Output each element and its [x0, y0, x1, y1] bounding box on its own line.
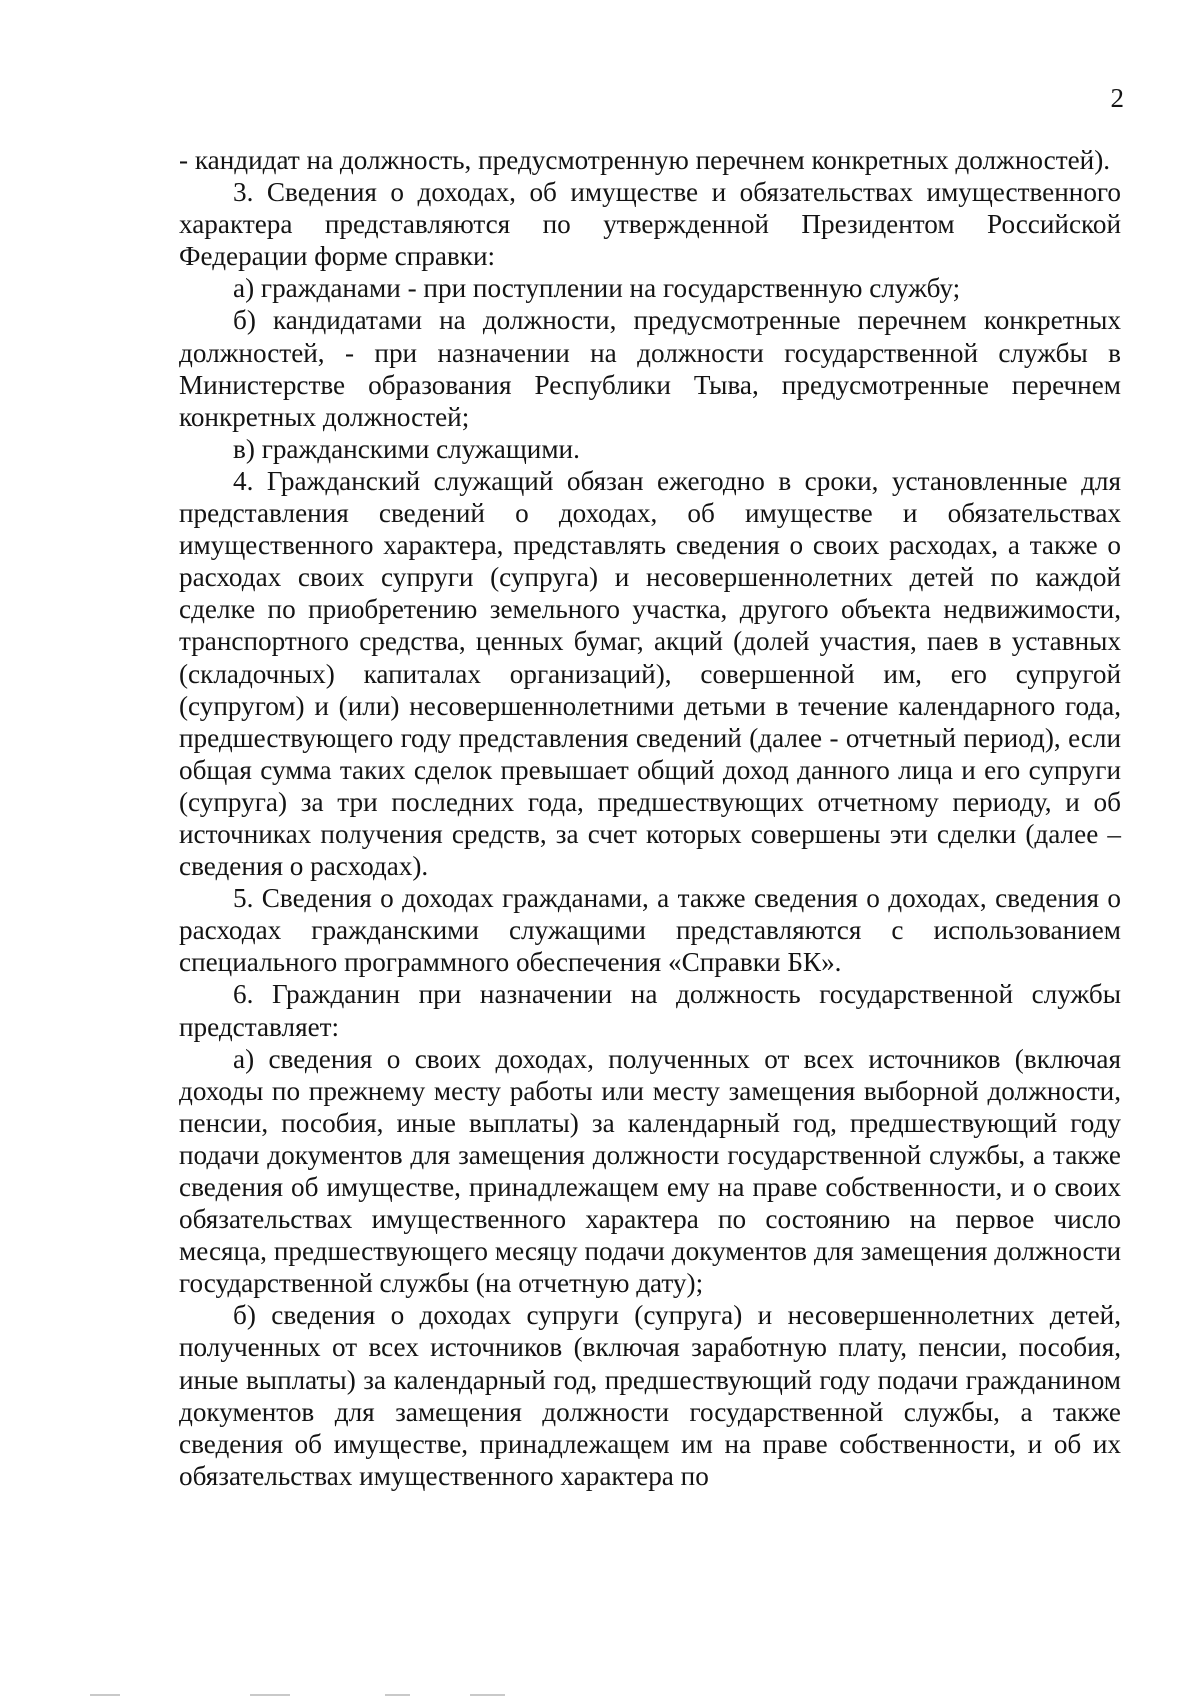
paragraph-candidate-item: - кандидат на должность, предусмотренную перечнем конкретных должностей). [179, 145, 1111, 175]
scan-edge-marks [0, 1690, 1200, 1700]
paragraph-6-a: а) сведения о своих доходах, полученных от всех источников (включая доходы по прежнему месту работы или месту замещения выборной должности, пенсии, пособия, иные выплаты) за календарный год, предшествующий году подачи документов для замещения должности государственной службы, а также сведения об имуществе, принадлежащем ему на праве собственности, и о своих обязательствах имущественного характера по состоянию на первое число месяца, предшествующего месяцу подачи документов для замещения должности государственной службы (на отчетную дату); [179, 1043, 1121, 1299]
paragraph-4: 4. Гражданский служащий обязан ежегодно в сроки, установленные для представления сведений о доходах, об имуществе и обязательствах имущественного характера, представлять сведения о своих расходах, а также о расходах своих супруги (супруга) и несовершеннолетних детей по каждой сделке по приобретению земельного участка, другого объекта недвижимости, транспортного средства, ценных бумаг, акций (долей участия, паев в уставных (складочных) капиталах организаций), совершенной им, его супругой (супругом) и (или) несовершеннолетними детьми в течение календарного года, предшествующего году представления сведений (далее - отчетный период), если общая сумма таких сделок превышает общий доход данного лица и его супруги (супруга) за три последних года, предшествующих отчетному периоду, и об источниках получения средств, за счет которых совершены эти сделки (далее – сведения о расходах). [179, 465, 1121, 882]
scan-mark [470, 1694, 505, 1696]
scan-mark [90, 1694, 120, 1696]
paragraph-3: 3. Сведения о доходах, об имуществе и обязательствах имущественного характера представляются по утвержденной Президентом Российской Федерации форме справки: [179, 177, 1121, 272]
scan-mark [385, 1694, 410, 1696]
paragraph-3-b: б) кандидатами на должности, предусмотренные перечнем конкретных должностей, - при назначении на должности государственной службы в Министерстве образования Республики Тыва, предусмотренные перечнем конкретных должностей; [179, 305, 1121, 432]
document-body [179, 144, 1121, 1492]
paragraph-6: 6. Гражданин при назначении на должность государственной службы представляет: [179, 979, 1121, 1042]
scan-mark [250, 1694, 290, 1696]
paragraph-5: 5. Сведения о доходах гражданами, а также сведения о доходах, сведения о расходах гражданскими служащими представляются с использованием специального программного обеспечения «Справки БК». [179, 883, 1121, 978]
paragraph-6-b: б) сведения о доходах супруги (супруга) и несовершеннолетних детей, полученных от всех источников (включая заработную плату, пенсии, пособия, иные выплаты) за календарный год, предшествующий году подачи гражданином документов для замещения должности государственной службы, а также сведения об имуществе, принадлежащем им на праве собственности, и об их обязательствах имущественного характера по [179, 1300, 1121, 1491]
paragraph-3-a: а) гражданами - при поступлении на государственную службу; [233, 273, 961, 304]
paragraph-3-v: в) гражданскими служащими. [233, 433, 580, 464]
page-number: 2 [1110, 83, 1124, 113]
